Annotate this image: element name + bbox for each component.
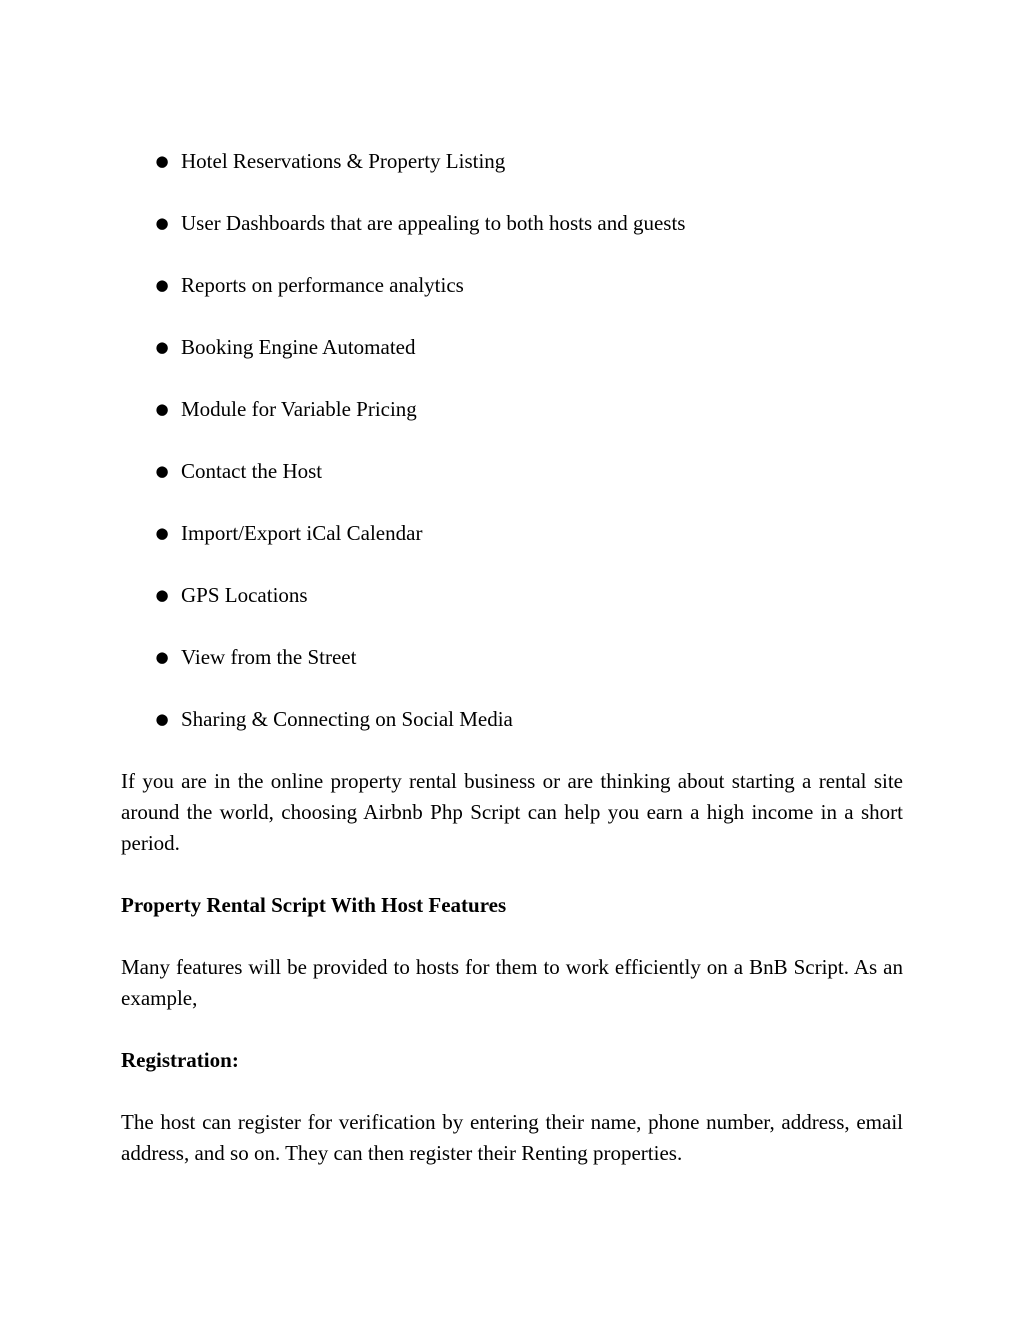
feature-text: Hotel Reservations & Property Listing (181, 149, 506, 173)
page-content (121, 146, 903, 1200)
bullet-icon: ● (155, 648, 169, 666)
list-item (121, 332, 903, 363)
bullet-icon: ● (155, 214, 169, 232)
bullet-icon: ● (155, 710, 169, 728)
list-item (121, 208, 903, 239)
bullet-icon: ● (155, 152, 169, 170)
section-paragraph: Many features will be provided to hosts for them to work efficiently on a BnB Script. As an example, (121, 955, 903, 1010)
feature-list (121, 146, 903, 735)
section-heading: Property Rental Script With Host Features (121, 893, 507, 917)
bullet-icon: ● (155, 462, 169, 480)
list-item (121, 394, 903, 425)
list-item (121, 642, 903, 673)
feature-text: View from the Street (181, 645, 357, 669)
bullet-icon: ● (155, 338, 169, 356)
bullet-icon: ● (155, 400, 169, 418)
feature-text: Import/Export iCal Calendar (181, 521, 423, 545)
feature-text: GPS Locations (181, 583, 308, 607)
list-item (121, 580, 903, 611)
feature-text: Module for Variable Pricing (181, 397, 417, 421)
bullet-icon: ● (155, 586, 169, 604)
list-item (121, 146, 903, 177)
bullet-icon: ● (155, 524, 169, 542)
registration-heading: Registration: (121, 1048, 239, 1072)
list-item (121, 456, 903, 487)
list-item (121, 518, 903, 549)
list-item (121, 270, 903, 301)
intro-paragraph: If you are in the online property rental business or are thinking about starting a rental site around the world, choosing Airbnb Php Script can help you earn a high income in a short period. (121, 769, 903, 855)
feature-text: Contact the Host (181, 459, 323, 483)
list-item (121, 704, 903, 735)
registration-paragraph: The host can register for verification by entering their name, phone number, address, email address, and so on. They can then register their Renting properties. (121, 1110, 903, 1165)
bullet-icon: ● (155, 276, 169, 294)
feature-text: User Dashboards that are appealing to both hosts and guests (181, 211, 686, 235)
feature-text: Reports on performance analytics (181, 273, 464, 297)
feature-text: Booking Engine Automated (181, 335, 416, 359)
feature-text: Sharing & Connecting on Social Media (181, 707, 513, 731)
